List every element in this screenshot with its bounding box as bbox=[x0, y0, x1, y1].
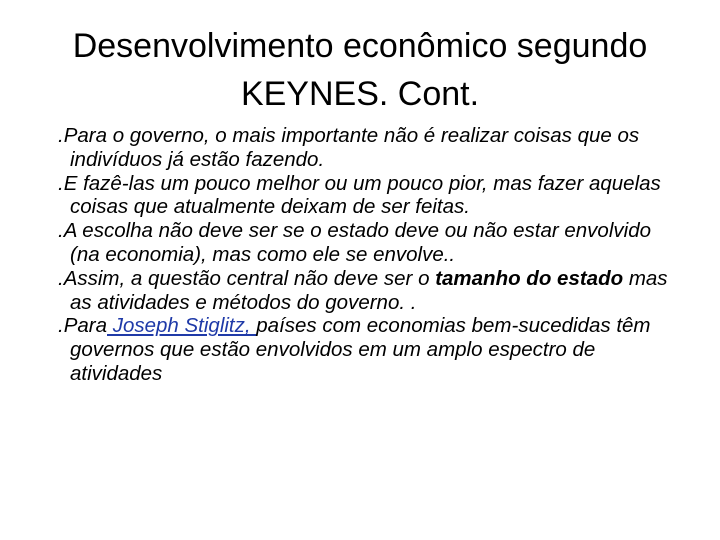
paragraph-4-bold: tamanho do estado bbox=[435, 266, 624, 290]
joseph-stiglitz-link[interactable]: Joseph Stiglitz, bbox=[107, 314, 257, 338]
title-line-1: Desenvolvimento econômico segundo bbox=[72, 27, 648, 65]
slide-title bbox=[40, 22, 680, 118]
paragraph-3: .A escolha não deve ser se o estado deve ou não estar envolvido (na economia), mas como ele se envolve.. bbox=[58, 219, 651, 266]
paragraph-5-text: .Para bbox=[58, 314, 107, 338]
title-line-2: KEYNES. Cont. bbox=[240, 75, 480, 113]
paragraph-1: .Para o governo, o mais importante não é realizar coisas que os indivíduos já estão fazendo. bbox=[58, 124, 640, 171]
paragraph-4-text-end: mas as atividades e métodos do governo. . bbox=[70, 266, 668, 314]
paragraph-4 bbox=[58, 267, 678, 315]
paragraph-4-text: .Assim, a questão central não deve ser o bbox=[58, 266, 436, 290]
slide-body bbox=[58, 124, 678, 386]
paragraph-5 bbox=[58, 314, 678, 385]
paragraph-5-text-end: países com economias bem-sucedidas têm governos que estão envolvidos em um amplo espectro de atividades bbox=[70, 314, 651, 385]
paragraph-2: .E fazê-las um pouco melhor ou um pouco pior, mas fazer aquelas coisas que atualmente deixam de ser feitas. bbox=[58, 171, 661, 219]
